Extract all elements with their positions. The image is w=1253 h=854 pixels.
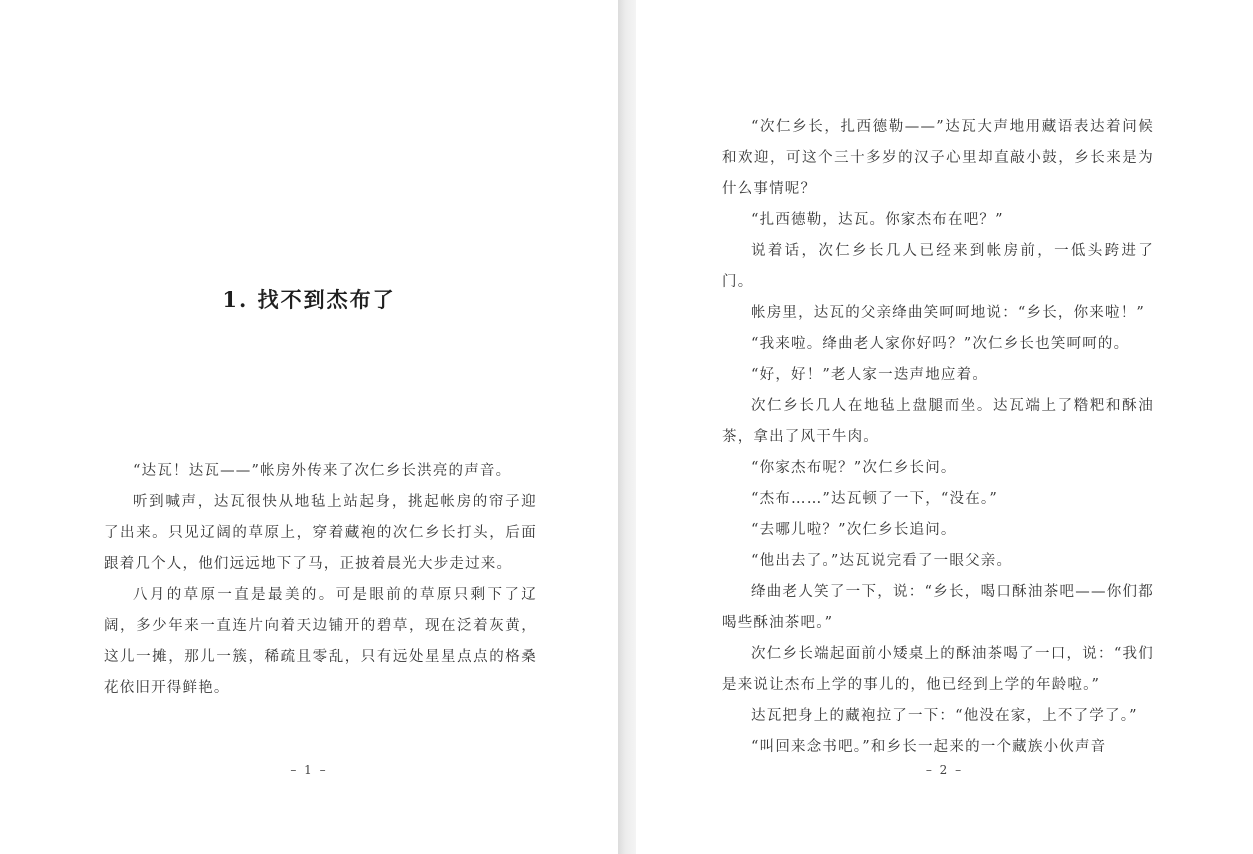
paragraph: “达瓦！达瓦——”帐房外传来了次仁乡长洪亮的声音。 [133, 463, 512, 479]
right-page [636, 0, 1253, 854]
paragraph: “你家杰布呢？”次仁乡长问。 [751, 460, 957, 476]
paragraph: 帐房里，达瓦的父亲绛曲笑呵呵地说：“乡长，你来啦！” [751, 305, 1146, 321]
paragraph: 次仁乡长端起面前小矮桌上的酥油茶喝了一口，说：“我们是来说让杰布上学的事儿的，他已经到上学的年龄啦。” [722, 646, 1154, 693]
paragraph: 次仁乡长几人在地毡上盘腿而坐。达瓦端上了糌粑和酥油茶，拿出了风干牛肉。 [722, 398, 1154, 445]
paragraph: “次仁乡长，扎西德勒——”达瓦大声地用藏语表达着问候和欢迎，可这个三十多岁的汉子心里却直敲小鼓，乡长来是为什么事情呢？ [722, 119, 1154, 197]
paragraph: “好，好！”老人家一迭声地应着。 [751, 367, 989, 383]
paragraph: “扎西德勒，达瓦。你家杰布在吧？” [751, 212, 1004, 228]
page-number: – 2 – [925, 763, 964, 777]
paragraph: “去哪儿啦？”次仁乡长追问。 [751, 522, 957, 538]
paragraph: 达瓦把身上的藏袍拉了一下：“他没在家，上不了学了。” [751, 708, 1138, 724]
paragraph: 听到喊声，达瓦很快从地毡上站起身，挑起帐房的帘子迎了出来。只见辽阔的草原上，穿着藏袍的次仁乡长打头，后面跟着几个人，他们远远地下了马，正披着晨光大步走过来。 [104, 494, 537, 572]
left-page [0, 0, 618, 854]
paragraph: “我来啦。绛曲老人家你好吗？”次仁乡长也笑呵呵的。 [751, 336, 1130, 352]
page-number: – 1 – [290, 763, 328, 777]
chapter-title: 1. 找不到杰布了 [222, 287, 396, 312]
page-gutter [618, 0, 636, 854]
paragraph: 绛曲老人笑了一下，说：“乡长，喝口酥油茶吧——你们都喝些酥油茶吧。” [722, 584, 1154, 631]
paragraph: “叫回来念书吧。”和乡长一起来的一个藏族小伙声音 [751, 739, 1107, 755]
right-page-body [722, 112, 1154, 763]
paragraph: “他出去了。”达瓦说完看了一眼父亲。 [751, 553, 1013, 569]
paragraph: 八月的草原一直是最美的。可是眼前的草原只剩下了辽阔，多少年来一直连片向着天边铺开的碧草，现在泛着灰黄，这儿一摊，那儿一簇，稀疏且零乱，只有远处星星点点的格桑花依旧开得鲜艳。 [104, 587, 537, 696]
paragraph: 说着话，次仁乡长几人已经来到帐房前，一低头跨进了门。 [722, 243, 1154, 290]
paragraph: “杰布……”达瓦顿了一下，“没在。” [751, 491, 999, 507]
left-page-body [104, 456, 537, 704]
